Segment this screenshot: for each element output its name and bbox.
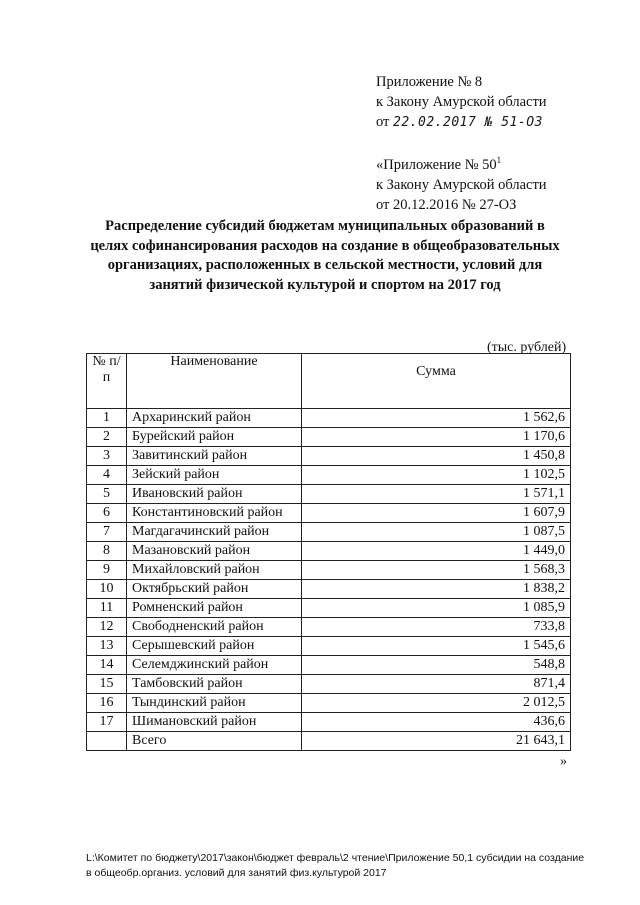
row-name: Михайловский район bbox=[127, 561, 302, 580]
annex-date-line bbox=[376, 112, 547, 133]
prior-annex-date: от 20.12.2016 № 27-ОЗ bbox=[376, 197, 517, 213]
row-sum: 1 102,5 bbox=[302, 466, 571, 485]
row-name: Архаринский район bbox=[127, 409, 302, 428]
table-row bbox=[87, 713, 571, 732]
row-sum: 871,4 bbox=[302, 675, 571, 694]
table-row bbox=[87, 694, 571, 713]
table-row bbox=[87, 466, 571, 485]
header-sum: Сумма bbox=[302, 354, 571, 409]
row-name: Свободненский район bbox=[127, 618, 302, 637]
annex-header bbox=[376, 72, 547, 133]
row-number: 10 bbox=[87, 580, 127, 599]
row-sum: 548,8 bbox=[302, 656, 571, 675]
row-sum: 1 571,1 bbox=[302, 485, 571, 504]
row-name: Мазановский район bbox=[127, 542, 302, 561]
table-row bbox=[87, 580, 571, 599]
row-number: 6 bbox=[87, 504, 127, 523]
table-row bbox=[87, 561, 571, 580]
total-sum: 21 643,1 bbox=[302, 732, 571, 751]
table-row bbox=[87, 523, 571, 542]
row-name: Магдагачинский район bbox=[127, 523, 302, 542]
row-number: 12 bbox=[87, 618, 127, 637]
row-sum: 1 449,0 bbox=[302, 542, 571, 561]
row-name: Бурейский район bbox=[127, 428, 302, 447]
table-row bbox=[87, 637, 571, 656]
row-number: 5 bbox=[87, 485, 127, 504]
row-number: 7 bbox=[87, 523, 127, 542]
row-name: Зейский район bbox=[127, 466, 302, 485]
table-row bbox=[87, 599, 571, 618]
table-row bbox=[87, 542, 571, 561]
annex-law-ref: к Закону Амурской области bbox=[376, 94, 547, 110]
units-label: (тыс. рублей) bbox=[487, 340, 567, 355]
row-name: Селемджинский район bbox=[127, 656, 302, 675]
row-name: Серышевский район bbox=[127, 637, 302, 656]
row-number: 8 bbox=[87, 542, 127, 561]
table-row bbox=[87, 409, 571, 428]
row-number: 17 bbox=[87, 713, 127, 732]
row-sum: 436,6 bbox=[302, 713, 571, 732]
row-sum: 1 085,9 bbox=[302, 599, 571, 618]
table-row bbox=[87, 447, 571, 466]
file-path-footer: L:\Комитет по бюджету\2017\закон\бюджет февраль\2 чтение\Приложение 50,1 субсидии на создание в общеобр.организ. условий для занятий физ.культурой 2017 bbox=[86, 852, 585, 879]
row-name: Завитинский район bbox=[127, 447, 302, 466]
row-name: Октябрьский район bbox=[127, 580, 302, 599]
row-name: Тамбовский район bbox=[127, 675, 302, 694]
total-label: Всего bbox=[127, 732, 302, 751]
table-row bbox=[87, 656, 571, 675]
row-name: Тындинский район bbox=[127, 694, 302, 713]
table-row bbox=[87, 504, 571, 523]
row-number: 14 bbox=[87, 656, 127, 675]
header-name: Наименование bbox=[127, 354, 302, 409]
row-sum: 733,8 bbox=[302, 618, 571, 637]
row-sum: 1 607,9 bbox=[302, 504, 571, 523]
table-header-row bbox=[87, 354, 571, 409]
row-number: 16 bbox=[87, 694, 127, 713]
row-name: Шимановский район bbox=[127, 713, 302, 732]
document-title: Распределение субсидий бюджетам муниципальных образований в целях софинансирования расходов на создание в общеобразовательных организациях, расположенных в сельской местности, условий для занятий физической культурой и спортом на 2017 год bbox=[90, 218, 560, 293]
row-number: 3 bbox=[87, 447, 127, 466]
table-total-row bbox=[87, 732, 571, 751]
row-number: 4 bbox=[87, 466, 127, 485]
row-name: Ивановский район bbox=[127, 485, 302, 504]
row-sum: 1 568,3 bbox=[302, 561, 571, 580]
handwritten-date: 22.02.2017 № 51-ОЗ bbox=[393, 115, 543, 130]
table-row bbox=[87, 485, 571, 504]
row-number: 15 bbox=[87, 675, 127, 694]
row-number: 9 bbox=[87, 561, 127, 580]
row-number: 13 bbox=[87, 637, 127, 656]
annex-number: Приложение № 8 bbox=[376, 74, 483, 90]
prior-annex-law-ref: к Закону Амурской области bbox=[376, 177, 547, 193]
row-number: 11 bbox=[87, 599, 127, 618]
closing-quote: » bbox=[560, 754, 567, 769]
row-number: 1 bbox=[87, 409, 127, 428]
prior-annex-header bbox=[376, 150, 547, 215]
table-row bbox=[87, 675, 571, 694]
subsidy-table bbox=[86, 353, 571, 751]
header-num: № п/п bbox=[87, 354, 127, 409]
table-row bbox=[87, 618, 571, 637]
row-name: Константиновский район bbox=[127, 504, 302, 523]
row-name: Ромненский район bbox=[127, 599, 302, 618]
row-sum: 1 170,6 bbox=[302, 428, 571, 447]
table-row bbox=[87, 428, 571, 447]
row-sum: 2 012,5 bbox=[302, 694, 571, 713]
row-sum: 1 838,2 bbox=[302, 580, 571, 599]
row-sum: 1 545,6 bbox=[302, 637, 571, 656]
prior-annex-superscript: 1 bbox=[496, 155, 502, 165]
annex-date-prefix: от bbox=[376, 114, 390, 130]
row-sum: 1 450,8 bbox=[302, 447, 571, 466]
row-sum: 1 087,5 bbox=[302, 523, 571, 542]
row-number: 2 bbox=[87, 428, 127, 447]
row-sum: 1 562,6 bbox=[302, 409, 571, 428]
prior-annex-number: «Приложение № $50^1$ bbox=[376, 155, 502, 173]
